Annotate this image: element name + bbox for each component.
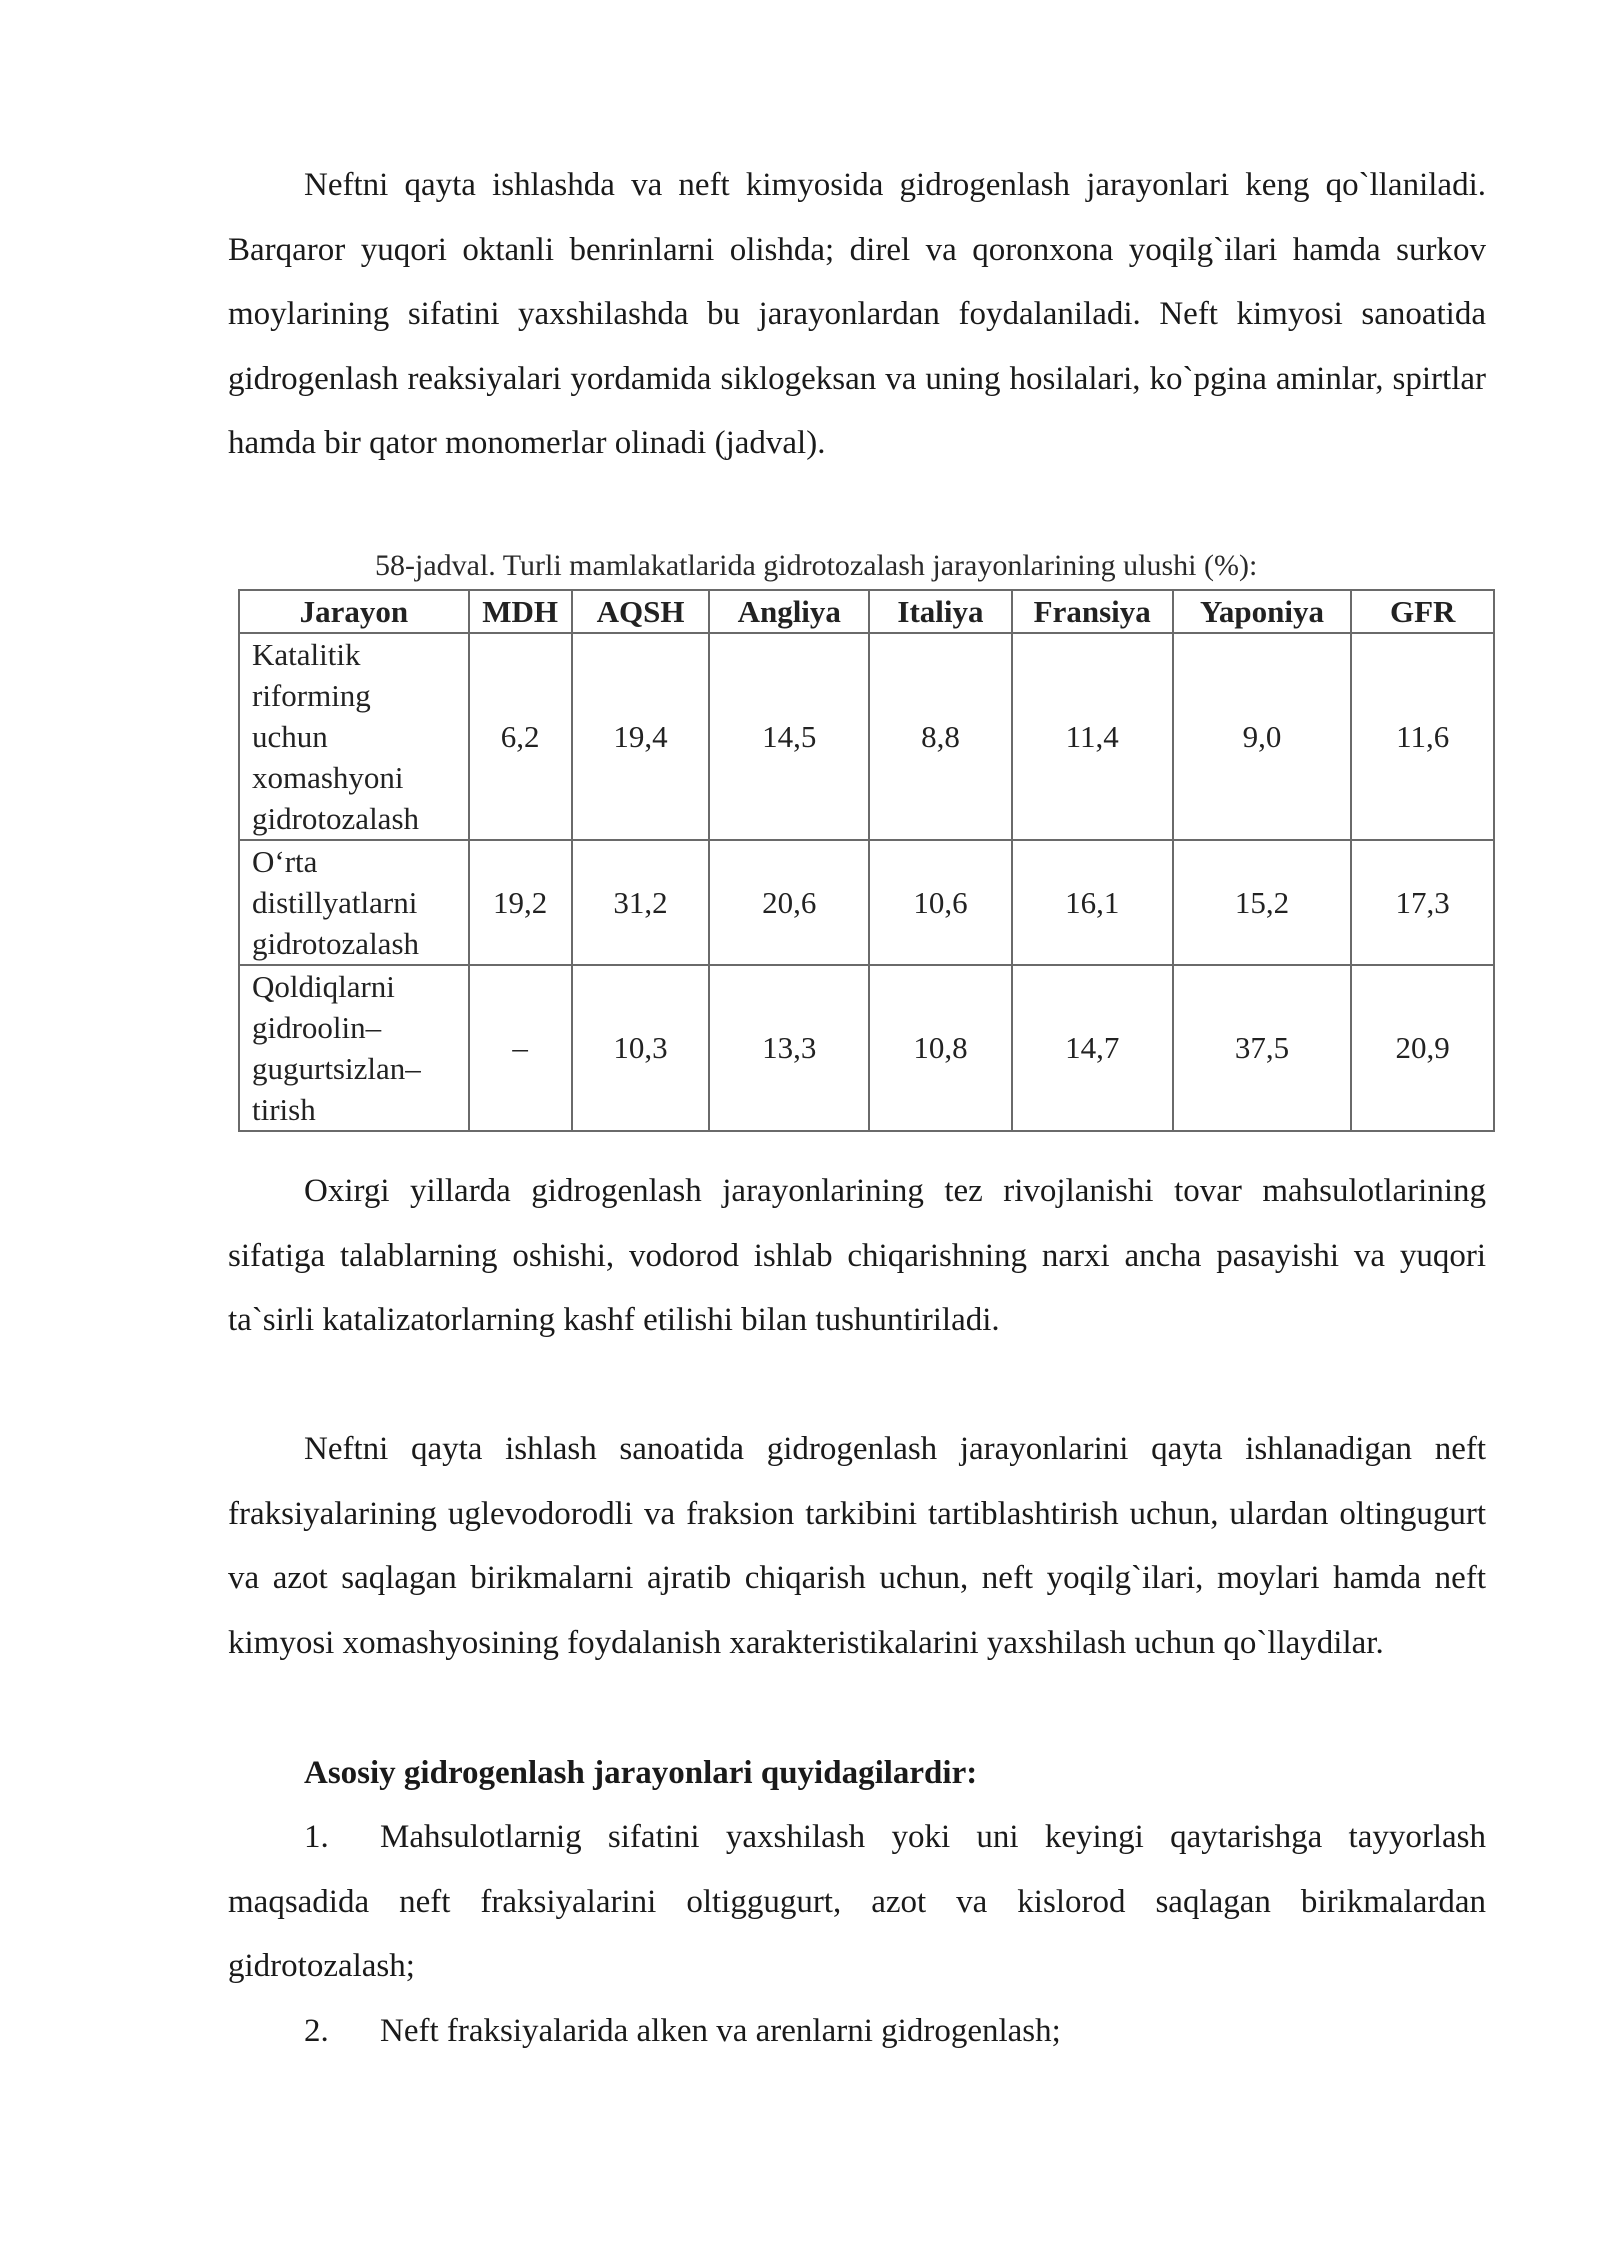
table-header-row (239, 590, 1494, 633)
value-cell: 11,6 (1351, 633, 1494, 840)
list-number: 2. (304, 2013, 329, 2049)
table-row (239, 965, 1494, 1131)
value-cell: 14,7 (1012, 965, 1173, 1131)
value-cell: 17,3 (1351, 840, 1494, 965)
paragraph-application: Neftni qayta ishlash sanoatida gidrogenlash jarayonlarini qayta ishlanadigan neft fraksiyalarining uglevodorodli va fraksion tarkibini tartiblashtirish uchun, ulardan oltingugurt va azot saqlagan birikmalarni ajratib chiqarish uchun, neft yoqilg`ilari, moylari hamda neft kimyosi xomashyosining foydalanish xarakteristikalarini yaxshilash uchun qo`llaydilar. (228, 1431, 1486, 1661)
list-item-text: Neft fraksiyalarida alken va arenlarni gidrogenlash; (380, 2013, 1061, 2049)
intro-paragraph: Neftni qayta ishlashda va neft kimyosida gidrogenlash jarayonlari keng qo`llaniladi. Barqaror yuqori oktanli benrinlarni olishda; direl va qoronxona yoqilg`ilari hamda surkov moylarining sifatini yaxshilashda bu jarayonlardan foydalaniladi. Neft kimyosi sanoatida gidrogenlash reaksiyalari yordamida siklogeksan va uning hosilalari, ko`pgina aminlar, spirtlar hamda bir qator monomerlar olinadi (jadval). (228, 167, 1486, 462)
value-cell: 15,2 (1173, 840, 1352, 965)
value-cell: 31,2 (572, 840, 710, 965)
paragraph-development: Oxirgi yillarda gidrogenlash jarayonlarining tez rivojlanishi tovar mahsulotlarining sifatiga talablarning oshishi, vodorod ishlab chiqarishning narxi ancha pasayishi va yuqori ta`sirli katalizatorlarning kashf etilishi bilan tushuntiriladi. (228, 1173, 1486, 1339)
label-line: riforming (252, 678, 371, 713)
list-number: 1. (304, 1819, 329, 1855)
table-row (239, 840, 1494, 965)
value-cell: 19,4 (572, 633, 710, 840)
table-caption: 58-jadval. Turli mamlakatlarida gidrotozalash jarayonlarining ulushi (%): (375, 549, 1258, 582)
header-cell: Jarayon (239, 590, 469, 633)
value-cell: 20,6 (709, 840, 869, 965)
label-line: gugurtsizlan– (252, 1051, 421, 1086)
header-cell: AQSH (572, 590, 710, 633)
label-line: tirish (252, 1092, 316, 1127)
value-cell: 11,4 (1012, 633, 1173, 840)
header-cell: Yaponiya (1173, 590, 1352, 633)
header-cell: MDH (469, 590, 572, 633)
value-cell: 37,5 (1173, 965, 1352, 1131)
label-line: Qoldiqlarni (252, 969, 395, 1004)
value-cell: – (469, 965, 572, 1131)
value-cell: 8,8 (869, 633, 1012, 840)
value-cell: 19,2 (469, 840, 572, 965)
label-line: uchun (252, 719, 328, 754)
row-label (239, 965, 469, 1131)
label-line: gidrotozalash (252, 801, 420, 836)
value-cell: 10,6 (869, 840, 1012, 965)
value-cell: 10,3 (572, 965, 710, 1131)
label-line: gidroolin– (252, 1010, 382, 1045)
value-cell: 16,1 (1012, 840, 1173, 965)
table-row (239, 633, 1494, 840)
header-cell: Italiya (869, 590, 1012, 633)
value-cell: 20,9 (1351, 965, 1494, 1131)
row-label (239, 840, 469, 965)
label-line: xomashyoni (252, 760, 404, 795)
label-line: gidrotozalash (252, 926, 420, 961)
value-cell: 13,3 (709, 965, 869, 1131)
value-cell: 6,2 (469, 633, 572, 840)
header-cell: Fransiya (1012, 590, 1173, 633)
value-cell: 9,0 (1173, 633, 1352, 840)
value-cell: 14,5 (709, 633, 869, 840)
row-label (239, 633, 469, 840)
label-line: O‘rta (252, 844, 318, 879)
label-line: Katalitik (252, 637, 361, 672)
data-table (238, 589, 1495, 1132)
section-heading: Asosiy gidrogenlash jarayonlari quyidagilardir: (304, 1755, 978, 1791)
header-cell: Angliya (709, 590, 869, 633)
list-item-text: Mahsulotlarnig sifatini yaxshilash yoki uni keyingi qaytarishga tayyorlash maqsadida neft fraksiyalarini oltiggugurt, azot va kislorod saqlagan birikmalardan gidrotozalash; (228, 1819, 1486, 1985)
header-cell: GFR (1351, 590, 1494, 633)
value-cell: 10,8 (869, 965, 1012, 1131)
label-line: distillyatlarni (252, 885, 418, 920)
